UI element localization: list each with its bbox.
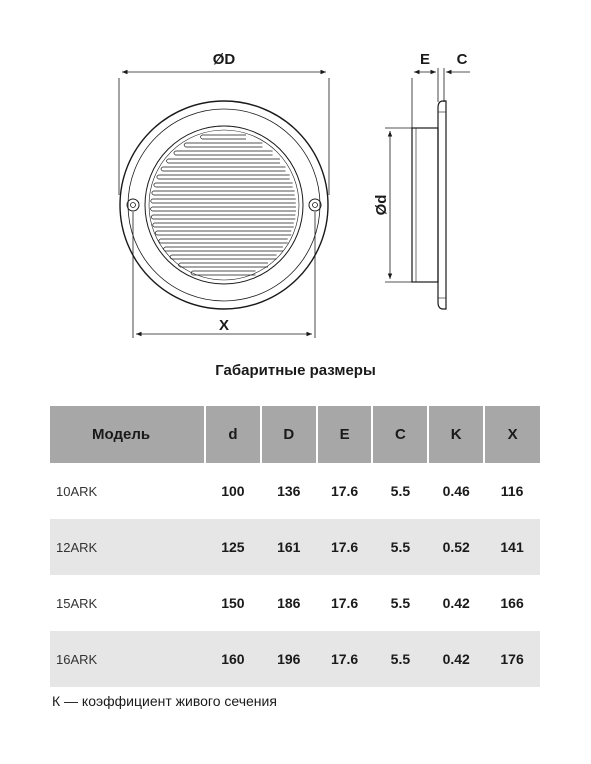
louver-slat <box>170 255 277 259</box>
header-E: E <box>317 406 373 463</box>
louver-slat <box>174 151 273 155</box>
cell-D: 186 <box>277 595 301 611</box>
dim-label-d: Ød <box>373 194 390 216</box>
cell-D: 196 <box>261 631 317 687</box>
dim-label-E: E <box>419 51 431 68</box>
cell-D: 136 <box>277 483 301 499</box>
cell-model: 15ARK <box>56 595 98 611</box>
cell-K: 0.42 <box>442 595 470 611</box>
cell-d: 125 <box>205 519 261 575</box>
table-header-row <box>50 406 540 463</box>
cell-C: 5.5 <box>372 519 428 575</box>
louver-slat <box>151 215 295 219</box>
table-row <box>50 519 540 575</box>
header-X: X <box>484 406 540 463</box>
cell-C: 5.5 <box>372 631 428 687</box>
louver-slat <box>154 183 293 187</box>
table-row <box>50 575 540 631</box>
header-K: K <box>428 406 484 463</box>
grille-louvers <box>151 135 296 275</box>
cell-D: 161 <box>261 519 317 575</box>
table-row <box>50 631 540 687</box>
cell-d: 160 <box>205 631 261 687</box>
cell-E: 17.6 <box>317 631 373 687</box>
louver-slat <box>157 175 290 179</box>
louver-slat <box>164 247 283 251</box>
cell-model: 16ARK <box>50 631 205 687</box>
louver-slat <box>159 239 288 243</box>
cell-model: 10ARK <box>56 483 98 499</box>
header-C: C <box>372 406 428 463</box>
front-view <box>119 72 329 338</box>
louver-slat <box>191 271 255 275</box>
louver-slat <box>184 143 262 147</box>
footnote: К — коэффициент живого сечения <box>52 693 277 709</box>
dimensions-table <box>50 406 540 687</box>
cell-d: 100 <box>221 483 245 499</box>
side-view <box>385 68 470 309</box>
cell-X: 141 <box>484 519 540 575</box>
header-d: d <box>205 406 261 463</box>
cell-X: 176 <box>484 631 540 687</box>
louver-slat <box>201 135 247 139</box>
cell-K: 0.46 <box>442 483 470 499</box>
cell-E: 17.6 <box>317 519 373 575</box>
cell-X: 166 <box>500 595 524 611</box>
louver-slat <box>155 231 291 235</box>
cell-C: 5.5 <box>390 483 411 499</box>
louver-slat <box>151 207 296 211</box>
header-model: Модель <box>50 406 205 463</box>
cell-X: 116 <box>500 483 524 499</box>
louver-slat <box>151 199 296 203</box>
cell-K: 0.42 <box>428 631 484 687</box>
louver-slat <box>161 167 285 171</box>
table-title: Габаритные размеры <box>215 362 376 379</box>
technical-drawing <box>0 0 591 350</box>
cell-E: 17.6 <box>330 595 359 611</box>
louver-slat <box>152 191 295 195</box>
cell-d: 150 <box>221 595 245 611</box>
louver-slat <box>167 159 280 163</box>
cell-K: 0.52 <box>428 519 484 575</box>
louver-slat <box>179 263 268 267</box>
header-D: D <box>261 406 317 463</box>
dim-label-X: X <box>218 317 230 334</box>
cell-model: 12ARK <box>50 519 205 575</box>
cell-E: 17.6 <box>330 483 359 499</box>
dim-label-C: C <box>456 51 468 68</box>
dim-label-D: ØD <box>212 51 236 68</box>
table-row <box>50 463 540 519</box>
louver-slat <box>153 223 294 227</box>
cell-C: 5.5 <box>390 595 411 611</box>
